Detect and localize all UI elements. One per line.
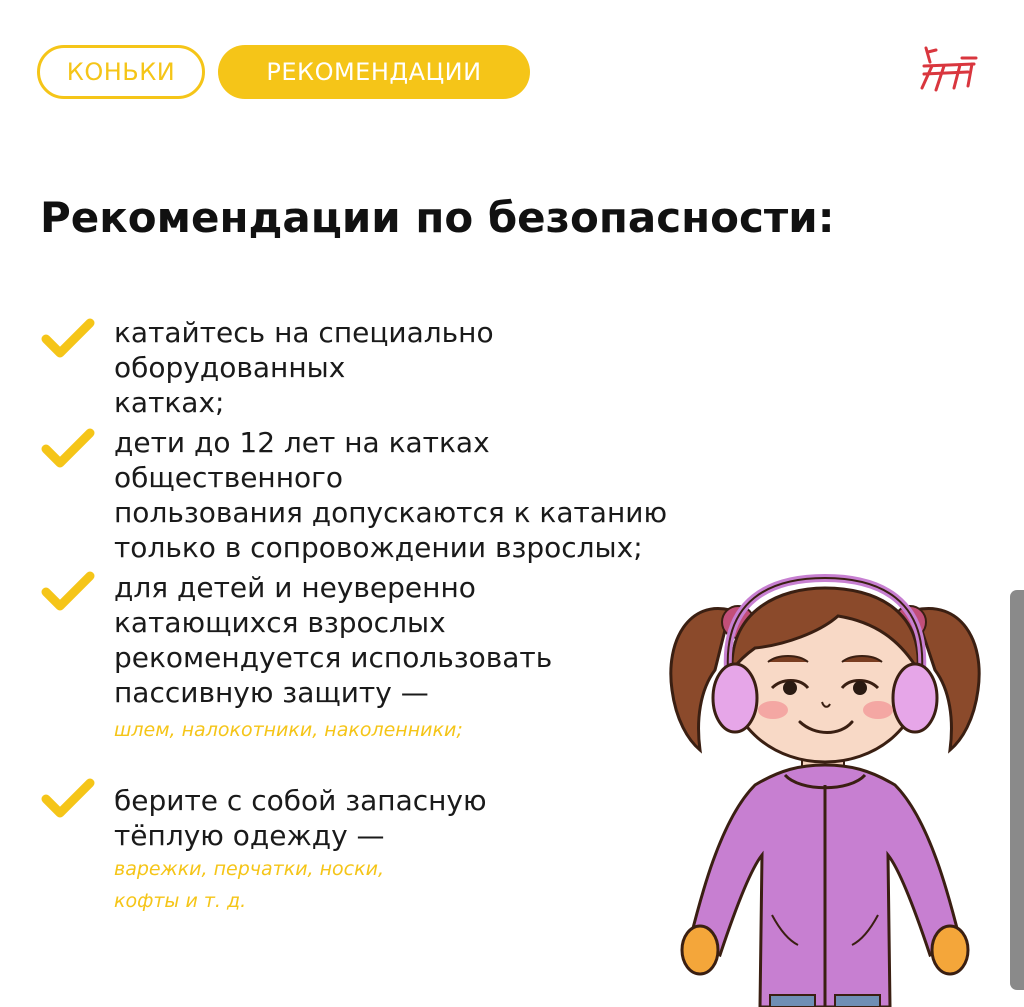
checkmark-icon — [40, 317, 96, 359]
text-line: рекомендуется использовать — [114, 641, 553, 674]
text-line: для детей и неуверенно — [114, 571, 476, 604]
note-line: кофты и т. д. — [114, 890, 247, 912]
checkmark-icon — [40, 427, 96, 469]
text-line: катках; — [114, 386, 225, 419]
page-title: Рекомендации по безопасности: — [40, 193, 835, 242]
list-item-text — [114, 783, 694, 853]
text-line: катайтесь на специально оборудованных — [114, 316, 494, 384]
note-line: варежки, перчатки, носки, — [114, 858, 384, 880]
list-item-note — [114, 714, 594, 746]
girl-in-earmuffs-illustration — [660, 570, 990, 1007]
note-line: шлем, налокотники, наколенники; — [114, 719, 463, 741]
list-item-text — [114, 315, 694, 420]
checkmark-icon — [40, 570, 96, 612]
scrollbar[interactable] — [1010, 590, 1024, 990]
list-item-note — [114, 853, 594, 917]
text-line: пассивную защиту — — [114, 676, 429, 709]
text-line: тёплую одежду — — [114, 819, 385, 852]
text-line: дети до 12 лет на катках общественного — [114, 426, 490, 494]
text-line: пользования допускаются к катанию — [114, 496, 668, 529]
checkmark-icon — [40, 777, 96, 819]
text-line: только в сопровождении взрослых; — [114, 531, 643, 564]
tag-section-label: РЕКОМЕНДАЦИИ — [266, 58, 482, 86]
text-line: катающихся взрослых — [114, 606, 446, 639]
tag-category-label: КОНЬКИ — [66, 58, 176, 86]
chair-logo-icon — [918, 44, 980, 92]
text-line: берите с собой запасную — [114, 784, 487, 817]
tag-section[interactable] — [218, 45, 530, 99]
list-item-text — [114, 570, 694, 710]
list-item-text — [114, 425, 694, 565]
tag-category[interactable] — [37, 45, 205, 99]
